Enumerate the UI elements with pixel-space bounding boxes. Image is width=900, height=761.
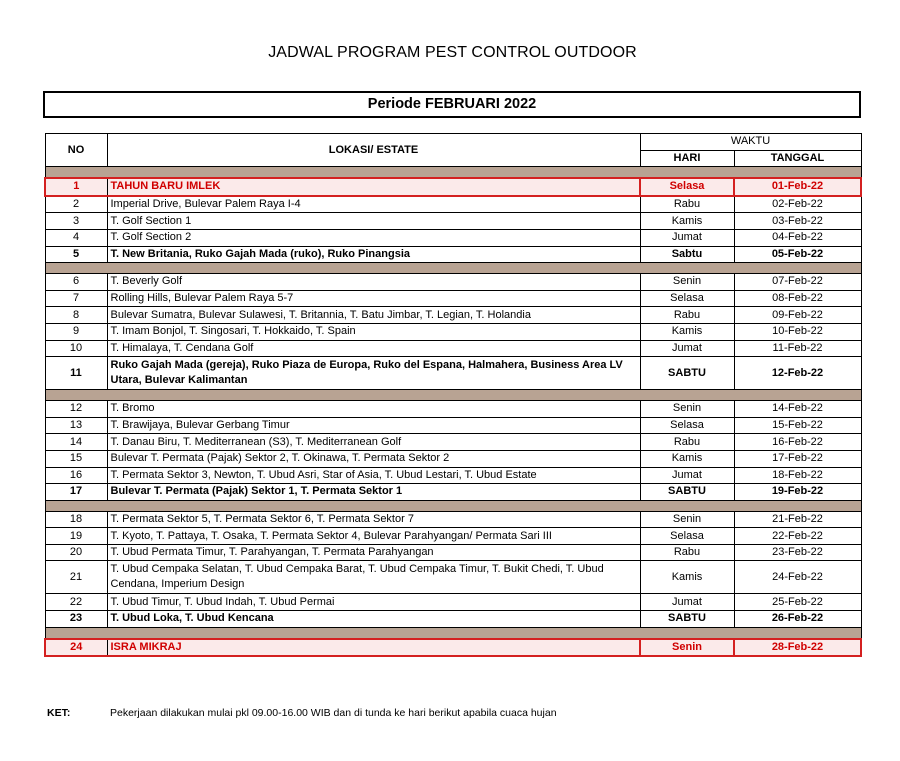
row-date: 03-Feb-22 [734,213,861,230]
row-date: 24-Feb-22 [734,561,861,594]
row-no: 11 [45,357,107,390]
table-row [45,401,861,418]
table-row [45,229,861,246]
table-row [45,246,861,263]
table-row [45,450,861,467]
row-day: Jumat [640,594,734,611]
footer-ket-label: KET: [47,707,71,719]
row-date: 07-Feb-22 [734,274,861,291]
period-banner: Periode FEBRUARI 2022 [43,91,861,118]
row-no: 19 [45,528,107,545]
row-location: T. Imam Bonjol, T. Singosari, T. Hokkaido, T. Spain [107,323,640,340]
table-row [45,467,861,484]
row-no: 20 [45,544,107,561]
table-row [45,511,861,528]
row-day: Kamis [640,213,734,230]
row-no: 15 [45,450,107,467]
row-location: T. Golf Section 2 [107,229,640,246]
row-location: T. Permata Sektor 5, T. Permata Sektor 6, T. Permata Sektor 7 [107,511,640,528]
schedule-table [44,133,862,657]
document-title: JADWAL PROGRAM PEST CONTROL OUTDOOR [268,44,637,61]
row-date: 08-Feb-22 [734,290,861,307]
table-row [45,434,861,451]
table-row [45,594,861,611]
row-day: Selasa [640,290,734,307]
row-date: 15-Feb-22 [734,417,861,434]
week-separator-band [45,390,861,401]
table-row [45,611,861,628]
week-separator-band [45,500,861,511]
table-row [45,290,861,307]
row-date: 02-Feb-22 [734,196,861,213]
row-location: T. Danau Biru, T. Mediterranean (S3), T. Mediterranean Golf [107,434,640,451]
week-separator [45,627,861,639]
row-location: T. Himalaya, T. Cendana Golf [107,340,640,357]
table-row [45,561,861,594]
row-day: Rabu [640,544,734,561]
row-location: T. Ubud Timur, T. Ubud Indah, T. Ubud Permai [107,594,640,611]
row-location: T. Kyoto, T. Pattaya, T. Osaka, T. Permata Sektor 4, Bulevar Parahyangan/ Permata Sari III [107,528,640,545]
row-day: Jumat [640,340,734,357]
header-time: WAKTU [640,134,861,151]
row-no: 12 [45,401,107,418]
row-location: Ruko Gajah Mada (gereja), Ruko Piaza de Europa, Ruko del Espana, Halmahera, Business Area LV Utara, Bulevar Kalimantan [107,357,640,390]
row-day: Kamis [640,561,734,594]
header-no: NO [45,134,107,167]
row-date: 12-Feb-22 [734,357,861,390]
table-row [45,484,861,501]
row-date: 16-Feb-22 [734,434,861,451]
table-row [45,196,861,213]
row-no: 1 [45,178,107,196]
week-separator-band [45,627,861,639]
row-day: Rabu [640,307,734,324]
row-no: 5 [45,246,107,263]
row-day: Rabu [640,196,734,213]
row-no: 23 [45,611,107,628]
row-no: 16 [45,467,107,484]
row-no: 2 [45,196,107,213]
header-date: TANGGAL [734,150,861,167]
week-separator [45,263,861,274]
row-day: Sabtu [640,246,734,263]
row-date: 10-Feb-22 [734,323,861,340]
row-location: Imperial Drive, Bulevar Palem Raya I-4 [107,196,640,213]
header-day: HARI [640,150,734,167]
table-row [45,274,861,291]
table-row [45,323,861,340]
row-location: ISRA MIKRAJ [107,639,640,657]
row-location: T. Ubud Loka, T. Ubud Kencana [107,611,640,628]
table-row [45,340,861,357]
row-no: 14 [45,434,107,451]
week-separator [45,500,861,511]
row-day: SABTU [640,611,734,628]
row-location: Bulevar Sumatra, Bulevar Sulawesi, T. Britannia, T. Batu Jimbar, T. Legian, T. Holandia [107,307,640,324]
row-date: 21-Feb-22 [734,511,861,528]
table-row [45,417,861,434]
row-date: 19-Feb-22 [734,484,861,501]
row-no: 18 [45,511,107,528]
row-no: 22 [45,594,107,611]
row-day: Selasa [640,528,734,545]
row-date: 09-Feb-22 [734,307,861,324]
row-location: T. Bromo [107,401,640,418]
row-date: 22-Feb-22 [734,528,861,545]
week-separator-band [45,263,861,274]
row-day: Kamis [640,450,734,467]
table-row [45,213,861,230]
row-date: 11-Feb-22 [734,340,861,357]
row-date: 04-Feb-22 [734,229,861,246]
row-date: 17-Feb-22 [734,450,861,467]
row-day: Selasa [640,178,734,196]
row-location: Rolling Hills, Bulevar Palem Raya 5-7 [107,290,640,307]
row-day: Jumat [640,229,734,246]
row-date: 01-Feb-22 [734,178,861,196]
row-no: 4 [45,229,107,246]
row-no: 8 [45,307,107,324]
row-location: Bulevar T. Permata (Pajak) Sektor 1, T. Permata Sektor 1 [107,484,640,501]
week-separator-band [45,167,861,179]
row-location: T. Ubud Cempaka Selatan, T. Ubud Cempaka Barat, T. Ubud Cempaka Timur, T. Bukit Chedi, T. Ubud Cendana, Imperium Design [107,561,640,594]
row-no: 9 [45,323,107,340]
row-day: Senin [640,511,734,528]
schedule-body [45,167,861,657]
table-row [45,528,861,545]
row-location: TAHUN BARU IMLEK [107,178,640,196]
row-day: Senin [640,401,734,418]
row-day: Senin [640,639,734,657]
row-location: T. New Britania, Ruko Gajah Mada (ruko), Ruko Pinangsia [107,246,640,263]
row-no: 21 [45,561,107,594]
week-separator [45,167,861,179]
row-date: 28-Feb-22 [734,639,861,657]
row-location: T. Ubud Permata Timur, T. Parahyangan, T. Permata Parahyangan [107,544,640,561]
row-no: 24 [45,639,107,657]
row-no: 13 [45,417,107,434]
row-day: Jumat [640,467,734,484]
row-location: T. Beverly Golf [107,274,640,291]
row-date: 14-Feb-22 [734,401,861,418]
table-row [45,544,861,561]
row-day: Rabu [640,434,734,451]
row-no: 7 [45,290,107,307]
row-no: 3 [45,213,107,230]
holiday-row [45,178,861,196]
row-day: Selasa [640,417,734,434]
row-date: 25-Feb-22 [734,594,861,611]
row-date: 26-Feb-22 [734,611,861,628]
row-day: SABTU [640,484,734,501]
row-day: SABTU [640,357,734,390]
row-no: 6 [45,274,107,291]
row-no: 10 [45,340,107,357]
week-separator [45,390,861,401]
row-location: Bulevar T. Permata (Pajak) Sektor 2, T. Okinawa, T. Permata Sektor 2 [107,450,640,467]
footer-note: Pekerjaan dilakukan mulai pkl 09.00-16.00 WIB dan di tunda ke hari berikut apabila cuaca hujan [110,707,557,719]
table-row [45,357,861,390]
holiday-row [45,639,861,657]
row-no: 17 [45,484,107,501]
row-date: 18-Feb-22 [734,467,861,484]
row-location: T. Golf Section 1 [107,213,640,230]
row-day: Kamis [640,323,734,340]
row-day: Senin [640,274,734,291]
row-location: T. Permata Sektor 3, Newton, T. Ubud Asri, Star of Asia, T. Ubud Lestari, T. Ubud Estate [107,467,640,484]
header-location: LOKASI/ ESTATE [107,134,640,167]
row-date: 05-Feb-22 [734,246,861,263]
row-date: 23-Feb-22 [734,544,861,561]
row-location: T. Brawijaya, Bulevar Gerbang Timur [107,417,640,434]
table-row [45,307,861,324]
